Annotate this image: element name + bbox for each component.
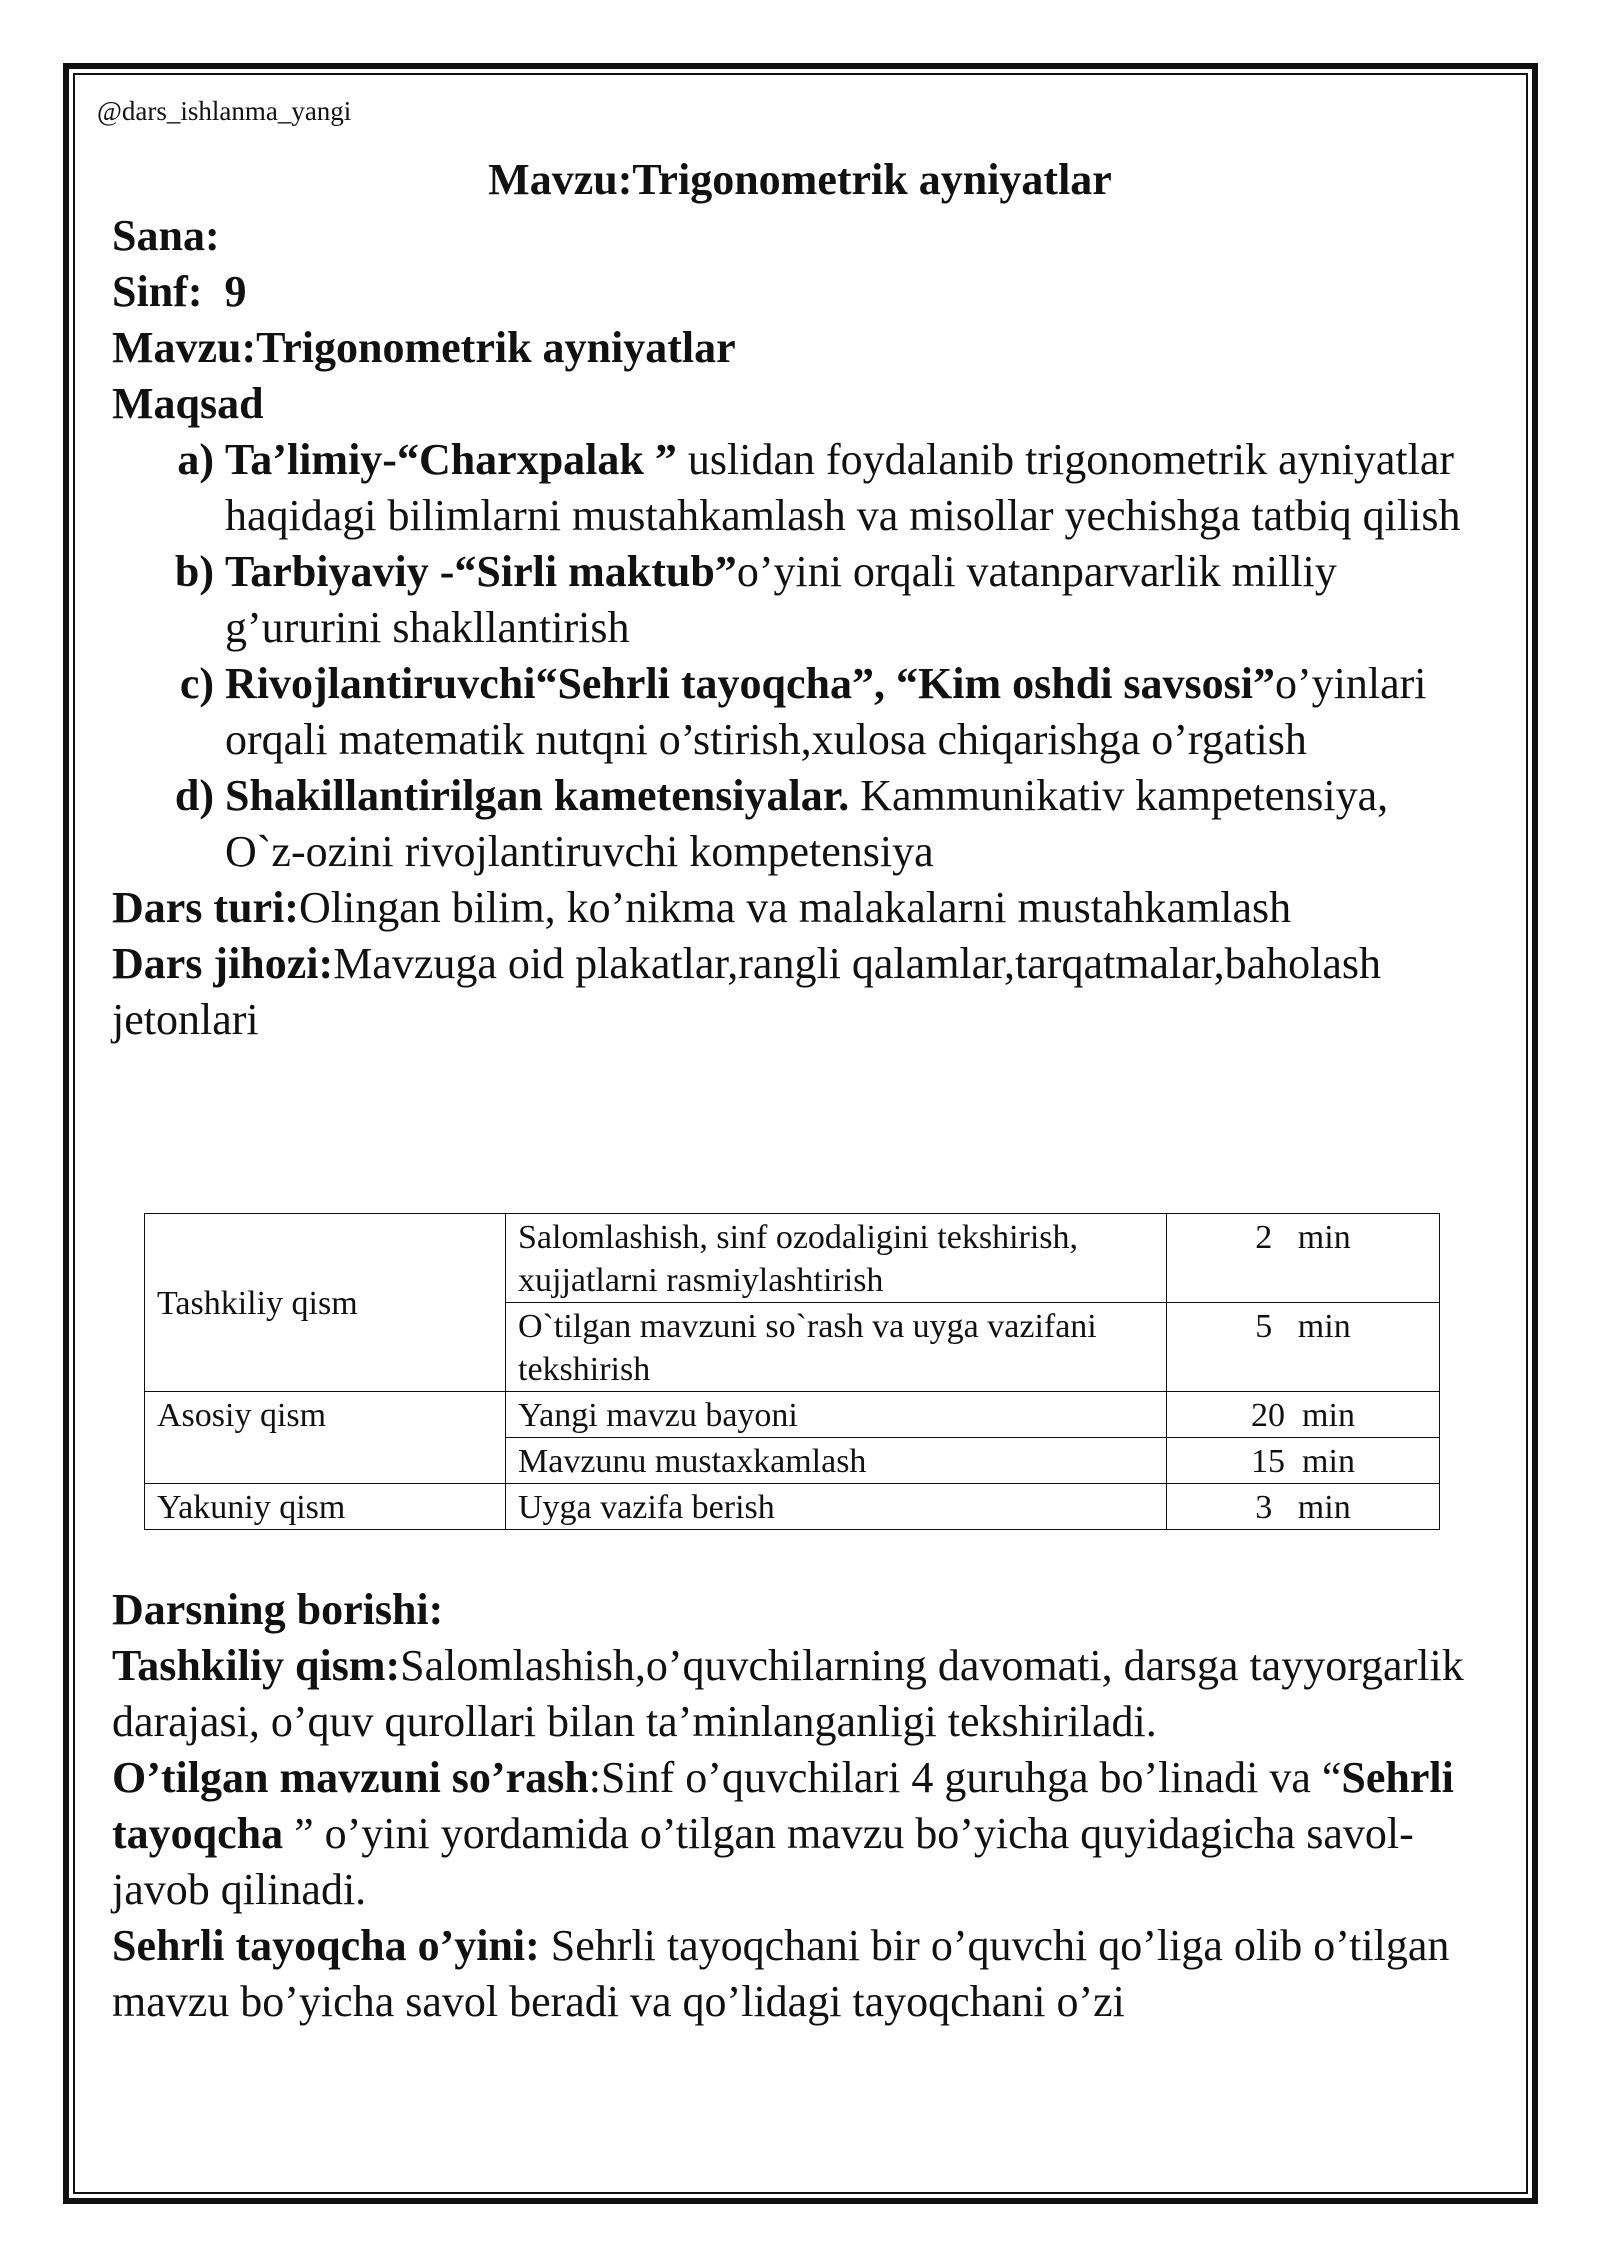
goal-rest-text: o’yini orqali vatanparvarlik milliy g’ururini shakllantirish: [225, 547, 1337, 652]
time-cell: 5 min: [1167, 1303, 1440, 1392]
goal-rest-text: Kammunikativ kampetensiya, O`z-ozini rivojlantiruvchi kompetensiya: [225, 771, 1389, 876]
time-cell: 2 min: [1167, 1214, 1440, 1303]
lesson-equipment-value: Mavzuga oid plakatlar,rangli qalamlar,tarqatmalar,baholash jetonlari: [112, 939, 1382, 1044]
lesson-equipment: [112, 936, 1472, 1048]
goal-bold-text: Rivojlantiruvchi“Sehrli tayoqcha”, “Kim oshdi savsosi”: [225, 659, 1276, 708]
section-cell: Asosiy qism: [145, 1392, 506, 1484]
organizational-text: Salomlashish,o’quvchilarning davomati, darsga tayyorgarlik darajasi, o’quv qurollari bilan ta’minlanganligi tekshiriladi.: [112, 1641, 1464, 1746]
class-value: 9: [224, 267, 247, 316]
table-row: [145, 1392, 1440, 1438]
lesson-type-value: Olingan bilim, ko’nikma va malakalarni mustahkamlash: [298, 883, 1292, 932]
review-text-1: :Sinf o’quvchilari 4 guruhga bo’linadi va “: [588, 1753, 1342, 1802]
goal-item: [112, 768, 1472, 880]
time-cell: 15 min: [1167, 1438, 1440, 1484]
class-line: [112, 264, 1472, 320]
review-label: O’tilgan mavzuni so’rash: [112, 1753, 589, 1802]
section-cell: Yakuniy qism: [145, 1484, 506, 1530]
class-label: Sinf:: [112, 267, 203, 316]
goal-item: [112, 432, 1472, 544]
goal-bold-text: Shakillantirilgan kametensiyalar.: [225, 771, 850, 820]
goal-marker: a): [177, 435, 214, 484]
lesson-procedure: [112, 1582, 1472, 2030]
activity-cell: Uyga vazifa berish: [506, 1484, 1167, 1530]
goal-rest-text: o’yinlari orqali matematik nutqni o’stirish,xulosa chiqarishga o’rgatish: [225, 659, 1427, 764]
procedure-heading: Darsning borishi:: [112, 1585, 444, 1634]
organizational-part: [112, 1638, 1472, 1750]
activity-cell: Yangi mavzu bayoni: [506, 1392, 1167, 1438]
magic-wand-label: Sehrli tayoqcha o’yini:: [112, 1921, 540, 1970]
goal-bold-text: Tarbiyaviy -“Sirli maktub”: [225, 547, 737, 596]
document-title: Mavzu:Trigonometrik ayniyatlar: [488, 155, 1112, 204]
magic-wand-text: Sehrli tayoqchani bir o’quvchi qo’liga olib o’tilgan mavzu bo’yicha savol beradi va qo’lidagi tayoqchani o’zi: [112, 1921, 1450, 2026]
section-cell: Tashkiliy qism: [145, 1214, 506, 1392]
date-label: Sana:: [112, 211, 220, 260]
goal-rest-text: uslidan foydalanib trigonometrik ayniyatlar haqidagi bilimlarni mustahkamlash va misollar yechishga tatbiq qilish: [225, 435, 1461, 540]
goal-text: [225, 544, 1472, 656]
lesson-type: [112, 880, 1472, 936]
organizational-label: Tashkiliy qism:: [112, 1641, 401, 1690]
lesson-plan-table: [144, 1213, 1440, 1530]
goal-text: [225, 656, 1472, 768]
table-row: [145, 1484, 1440, 1530]
goal-text: [225, 432, 1472, 544]
table-row: [145, 1214, 1440, 1303]
review-text-2: ” o’yini yordamida o’tilgan mavzu bo’yicha quyidagicha savol-javob qilinadi.: [112, 1809, 1414, 1914]
goal-marker: d): [174, 771, 214, 820]
activity-cell: Salomlashish, sinf ozodaligini tekshirish, xujjatlarni rasmiylashtirish: [506, 1214, 1167, 1303]
lesson-type-label: Dars turi:: [112, 883, 299, 932]
goal-bold-text: Ta’limiy-“Charxpalak ”: [225, 435, 677, 484]
lesson-equipment-label: Dars jihozi:: [112, 939, 334, 988]
topic-line: Mavzu:Trigonometrik ayniyatlar: [112, 323, 736, 372]
activity-cell: Mavzunu mustaxkamlash: [506, 1438, 1167, 1484]
review-part: [112, 1750, 1472, 1918]
time-cell: 3 min: [1167, 1484, 1440, 1530]
goal-marker: b): [174, 547, 214, 596]
lesson-header: [112, 208, 1472, 1048]
magic-wand-game: [112, 1918, 1472, 2030]
activity-cell: O`tilgan mavzuni so`rash va uyga vazifani tekshirish: [506, 1303, 1167, 1392]
watermark-text: @dars_ishlanma_yangi: [97, 96, 352, 126]
goal-marker: c): [179, 659, 214, 708]
goal-item: [112, 544, 1472, 656]
goals-heading: Maqsad: [112, 379, 264, 428]
goal-text: [225, 768, 1472, 880]
goal-item: [112, 656, 1472, 768]
review-bold: Sehrli tayoqcha: [112, 1753, 1454, 1858]
time-cell: 20 min: [1167, 1392, 1440, 1438]
